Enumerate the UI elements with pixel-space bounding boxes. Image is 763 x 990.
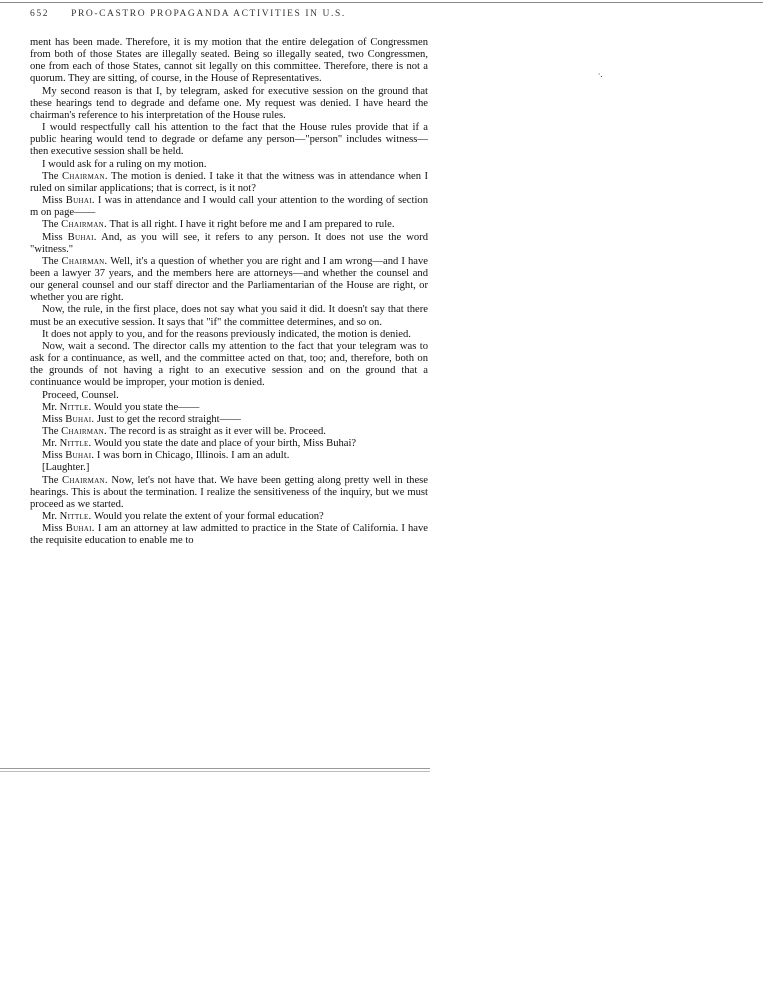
paragraph-text: Mr. — [42, 438, 60, 450]
testimony-paragraph — [30, 341, 428, 390]
speaker-name: Chairman. — [61, 219, 107, 231]
bottom-edge-rule — [0, 768, 430, 769]
bottom-edge-rule-secondary — [0, 771, 430, 772]
paragraph-text: The — [42, 219, 62, 231]
testimony-paragraph — [30, 232, 428, 256]
paragraph-text: I am an attorney at law admitted to practice in the State of California. I have the requisite education to enable me to — [30, 523, 428, 547]
top-edge-rule — [0, 2, 763, 3]
paragraph-text: ment has been made. Therefore, it is my motion that the entire delegation of Congressmen from both of those States are illegally seated. Being so illegally seated, two Congressmen, one from each of those States, cannot sit legally on this committee. Therefore, there is not a quorum. They are sitting, of course, in the House of Representatives. — [30, 37, 428, 85]
paragraph-text: Miss — [42, 231, 68, 243]
paragraph-text: Would you state the—— — [91, 401, 200, 413]
paragraph-text: The — [42, 474, 62, 486]
paragraph-text: Now, let's not have that. We have been getting along pretty well in these hearings. This is about the termination. I realize the sensitiveness of the inquiry, but we must proceed as we started. — [30, 474, 428, 510]
paragraph-text: Miss — [42, 523, 66, 535]
testimony-paragraph — [30, 426, 428, 438]
paragraph-text: Would you state the date and place of your birth, Miss Buhai? — [91, 438, 357, 450]
testimony-paragraph — [30, 171, 428, 195]
paragraph-text: Mr. — [42, 401, 60, 413]
testimony-paragraph — [30, 462, 428, 474]
paragraph-text: My second reason is that I, by telegram, asked for executive session on the ground that these hearings tend to degrade and defame one. My request was denied. I have heard the chairman's reference to his interpretation of the House rules. — [30, 85, 428, 121]
paragraph-text: Miss — [42, 195, 66, 207]
testimony-paragraph — [30, 450, 428, 462]
paragraph-text: Miss — [42, 450, 66, 462]
testimony-paragraph — [30, 37, 428, 86]
running-header — [30, 9, 450, 19]
speaker-name: Nittle. — [59, 401, 92, 413]
speaker-name: Buhai. — [65, 450, 95, 462]
testimony-paragraph — [30, 219, 428, 231]
testimony-body — [30, 37, 428, 548]
testimony-paragraph — [30, 438, 428, 450]
paragraph-text: The — [42, 426, 62, 437]
paragraph-text: Now, wait a second. The director calls my attention to the fact that your telegram was to ask for a continuance, as well, and the committee acted on that, too; and, therefore, both on the grounds of not having a right to an executive session and on the ground that a continuance would be improper, your motion is denied. — [30, 340, 428, 389]
paragraph-text: Now, the rule, in the first place, does not say what you said it did. It doesn't say that there must be an executive session. It says that "if" the committee determines, and so on. — [30, 304, 428, 328]
paragraph-text: The — [42, 170, 62, 182]
stray-mark: ∙. — [598, 69, 603, 79]
paragraph-text: Just to get the record straight—— — [94, 413, 241, 425]
testimony-paragraph — [30, 159, 428, 171]
speaker-name: Chairman. — [61, 170, 108, 182]
testimony-paragraph — [30, 511, 428, 523]
testimony-paragraph — [30, 414, 428, 426]
speaker-name: Buhai. — [67, 231, 97, 243]
speaker-name: Chairman. — [61, 426, 107, 437]
speaker-name: Nittle. — [59, 511, 92, 523]
testimony-paragraph — [30, 86, 428, 122]
speaker-name: Nittle. — [59, 438, 92, 450]
testimony-paragraph — [30, 304, 428, 328]
speaker-name: Buhai. — [65, 195, 95, 207]
paragraph-text: The record is as straight as it ever will be. Proceed. — [106, 426, 326, 437]
paragraph-text: Proceed, Counsel. — [42, 389, 119, 401]
testimony-paragraph — [30, 195, 428, 219]
paragraph-text: Would you relate the extent of your formal education? — [91, 511, 324, 523]
paragraph-text: I would ask for a ruling on my motion. — [42, 158, 207, 170]
speaker-name: Chairman. — [61, 255, 108, 267]
page-number: 652 — [30, 9, 50, 19]
running-title: PRO-CASTRO PROPAGANDA ACTIVITIES IN U.S. — [71, 9, 346, 19]
testimony-paragraph — [30, 122, 428, 158]
paragraph-text: The motion is denied. I take it that the witness was in attendance when I ruled on similar applications; that is correct, is it not? — [30, 170, 429, 194]
testimony-paragraph — [30, 390, 428, 402]
testimony-paragraph — [30, 523, 428, 547]
paragraph-text: And, as you will see, it refers to any person. It does not use the word "witness." — [30, 231, 428, 255]
speaker-name: Chairman. — [62, 474, 108, 486]
paragraph-text: I was born in Chicago, Illinois. I am an adult. — [94, 450, 290, 462]
paragraph-text: The — [42, 255, 62, 267]
paragraph-text: Miss — [42, 413, 66, 425]
paragraph-text: It does not apply to you, and for the reasons previously indicated, the motion is denied. — [42, 328, 411, 340]
paragraph-text: Well, it's a question of whether you are right and I am wrong—and I have been a lawyer 37 years, and the members here are attorneys—and whether the counsel and our general counsel and our staff director and the Parliamentarian of the House are right, or whether you are right. — [30, 255, 428, 304]
testimony-paragraph — [30, 256, 428, 305]
paragraph-text: [Laughter.] — [42, 462, 90, 474]
testimony-paragraph — [30, 402, 428, 414]
paragraph-text: That is all right. I have it right before me and I am prepared to rule. — [106, 219, 395, 231]
paragraph-text: I was in attendance and I would call your attention to the wording of section m on page—— — [30, 195, 428, 219]
paragraph-text: I would respectfully call his attention to the fact that the House rules provide that if a public hearing would tend to degrade or defame any person—"person" includes witness—then executive session shall be held. — [30, 122, 428, 158]
speaker-name: Buhai. — [65, 413, 95, 425]
testimony-paragraph — [30, 329, 428, 341]
paragraph-text: Mr. — [42, 511, 60, 523]
testimony-paragraph — [30, 475, 428, 511]
speaker-name: Buhai. — [65, 523, 95, 535]
